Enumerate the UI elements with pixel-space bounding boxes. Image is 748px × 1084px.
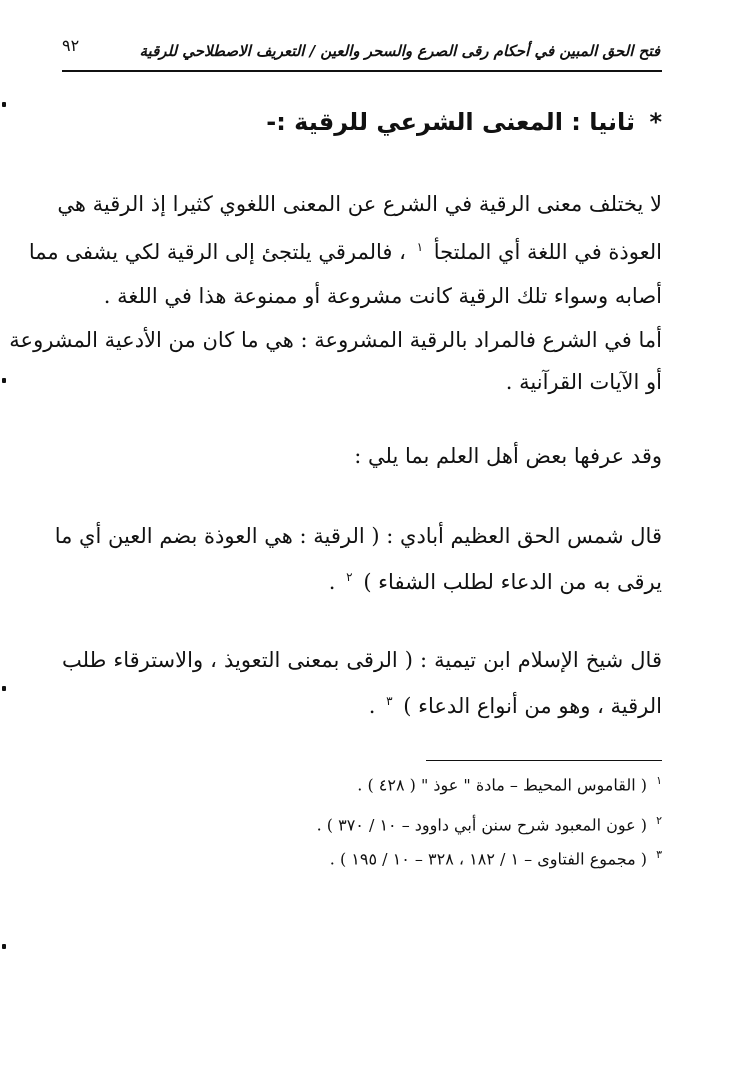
section-heading [102,108,662,136]
footnote-text: ( عون المعبود شرح سنن أبي داوود – ١٠ / ٣٧٠ ) . [316,815,647,835]
body-line: أصابه وسواء تلك الرقية كانت مشروعة أو ممنوعة هذا في اللغة . [103,284,662,308]
body-line [62,570,662,594]
body-text: ، فالمرقي يلتجئ إلى الرقية لكي يشفى مما [28,240,406,264]
footnote-number: ٢ [656,814,662,827]
body-text: . [328,570,336,594]
footnote [142,848,662,868]
margin-dot [2,102,6,107]
footnote-number: ٣ [656,848,662,861]
body-line [28,240,662,264]
footnote-text: ( القاموس المحيط – مادة " عوذ " ( ٤٢٨ ) . [357,775,647,795]
body-line: أما في الشرع فالمراد بالرقية المشروعة : هي ما كان من الأدعية المشروعة [9,328,662,352]
star-bullet: * [649,108,662,136]
footnote-number: ١ [656,774,662,787]
footnote [142,774,662,794]
margin-dot [2,378,6,383]
body-text: الرقية ، وهو من أنواع الدعاء ) [403,694,662,718]
body-line: لا يختلف معنى الرقية في الشرع عن المعنى اللغوي كثيرا إذ الرقية هي [57,192,662,216]
header-rule [62,70,662,72]
body-text: يرقى به من الدعاء لطلب الشفاء ) [363,570,662,594]
footnote-text: ( مجموع الفتاوى – ١ / ١٨٢ ، ٣٢٨ – ١٠ / ١٩٥ ) . [329,849,647,869]
margin-dot [2,686,6,691]
running-header: فتح الحق المبين في أحكام رقى الصرع والسحر والعين / التعريف الاصطلاحي للرقية [139,42,660,60]
body-line: قال شمس الحق العظيم أبادي : ( الرقية : هي العوذة بضم العين أي ما [54,524,662,548]
page-number: ٩٢ [62,36,80,55]
section-heading-text: ثانيا : المعنى الشرعي للرقية :- [266,108,636,136]
footnote-reference: ٢ [346,570,353,584]
footnote-rule [426,760,662,761]
body-text: العوذة في اللغة أي الملتجأ [433,240,662,264]
body-line: وقد عرفها بعض أهل العلم بما يلي : [354,444,662,468]
body-line: أو الآيات القرآنية . [505,370,662,394]
margin-dot [2,944,6,949]
body-line: قال شيخ الإسلام ابن تيمية : ( الرقى بمعنى التعويذ ، والاسترقاء طلب [62,648,662,672]
footnote [142,814,662,834]
footnote-reference: ٣ [386,694,393,708]
body-line [62,694,662,718]
body-text: . [368,694,376,718]
footnote-reference: ١ [416,240,424,254]
